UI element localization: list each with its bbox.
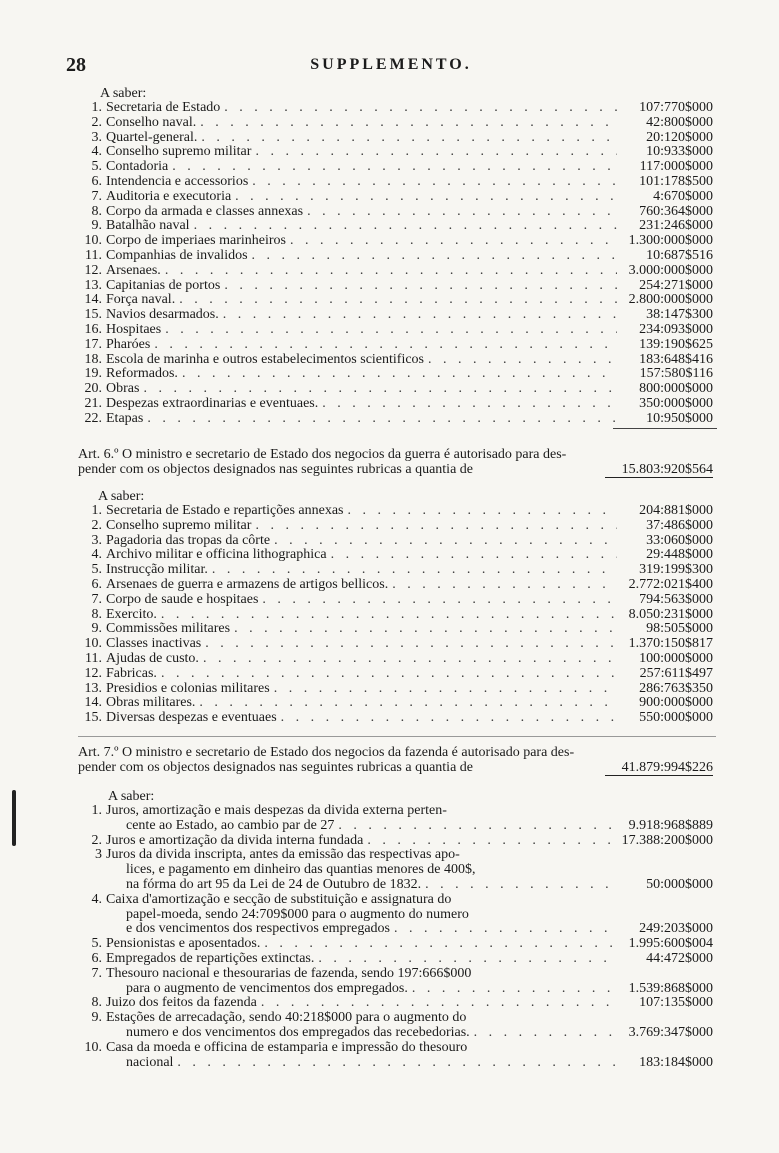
item-label: Diversas despezas e eventuaes — [106, 710, 277, 726]
dot-leader — [143, 412, 617, 427]
item-number: 4. — [91, 144, 102, 160]
dot-leader — [257, 996, 617, 1011]
budget-line-item — [78, 101, 713, 116]
dot-leader — [173, 1056, 617, 1071]
item-number: 6. — [91, 576, 102, 592]
dot-leader — [408, 982, 617, 997]
item-label: Navios desarmados. — [106, 307, 219, 323]
item-amount: 157:580$116 — [639, 366, 713, 382]
item-label: Estações de arrecadação, sendo 40:218$000 para o augmento do — [106, 1010, 467, 1026]
item-amount: 1.995:600$004 — [628, 936, 713, 952]
item-amount: 249:203$000 — [639, 921, 713, 937]
dot-leader — [208, 563, 617, 578]
treasury-budget-section — [78, 789, 713, 1070]
item-label: Companhias de invalidos — [106, 247, 248, 263]
dot-leader — [270, 534, 617, 549]
dot-leader — [230, 622, 617, 637]
article-6-line2: pender com os objectos designados nas seguintes rubricas a quantia de — [78, 462, 474, 477]
item-amount: 760:364$000 — [639, 203, 713, 219]
item-number: 19. — [84, 366, 102, 382]
item-number: 2. — [91, 832, 102, 848]
budget-line-item — [78, 578, 713, 593]
item-amount: 183:648$416 — [639, 351, 713, 367]
item-amount: 33:060$000 — [646, 532, 713, 548]
dot-leader — [196, 116, 617, 131]
dot-leader — [251, 145, 617, 160]
dot-leader — [157, 667, 617, 682]
item-amount: 4:670$000 — [653, 188, 713, 204]
budget-line-item — [78, 563, 713, 578]
dot-leader — [258, 593, 617, 608]
item-number: 9. — [91, 1010, 102, 1026]
budget-line-item — [78, 234, 713, 249]
budget-line-item — [78, 1011, 713, 1041]
item-label: Escola de marinha e outros estabelecimentos scientificos — [106, 351, 425, 367]
item-number: 2. — [91, 114, 102, 130]
budget-line-item — [78, 353, 713, 368]
item-number: 18. — [84, 351, 102, 367]
item-amount: 107:770$000 — [639, 100, 713, 115]
item-label: Contadoria — [106, 159, 169, 175]
item-number: 10. — [84, 636, 102, 652]
item-amount: 10:950$000 — [646, 410, 713, 426]
budget-line-item — [78, 682, 713, 697]
dot-leader — [150, 338, 617, 353]
item-number: 17. — [84, 336, 102, 352]
budget-line-item — [78, 145, 713, 160]
item-number: 14. — [84, 292, 102, 308]
article-6-total: 15.803:920$564 — [605, 462, 713, 478]
item-label: Thesouro nacional e thesourarias de fazenda, sendo 197:666$000 — [106, 965, 472, 981]
item-number: 21. — [84, 395, 102, 411]
item-number: 4. — [91, 547, 102, 563]
item-label-continued: lices, e pagamento em dinheiro das quantias menores de 400$, — [126, 862, 476, 878]
item-number: 22. — [84, 410, 102, 426]
article-7 — [78, 745, 713, 776]
item-label: Juros, amortização e mais despezas da divida externa perten- — [106, 803, 447, 818]
item-number: 12. — [84, 262, 102, 278]
item-amount: 10:933$000 — [646, 144, 713, 160]
item-number: 1. — [91, 100, 102, 115]
item-label: Corpo da armada e classes annexas — [106, 203, 304, 219]
budget-line-item — [78, 116, 713, 131]
dot-leader — [199, 652, 617, 667]
dot-leader — [231, 190, 617, 205]
item-label: Commissões militares — [106, 621, 231, 637]
margin-ink-mark — [12, 790, 16, 846]
item-amount: 107:135$000 — [639, 995, 713, 1011]
item-amount: 98:505$000 — [646, 621, 713, 637]
budget-line-item — [78, 279, 713, 294]
dot-leader — [270, 682, 617, 697]
dot-leader — [390, 922, 617, 937]
item-label: Classes inactivas — [106, 636, 202, 652]
item-amount: 2.772:021$400 — [628, 576, 713, 592]
a-saber-label: A saber: — [108, 789, 155, 804]
item-number: 10. — [84, 233, 102, 249]
item-amount: 800:000$000 — [639, 381, 713, 397]
dot-leader — [139, 382, 617, 397]
item-number: 20. — [84, 381, 102, 397]
item-amount: 231:246$000 — [639, 218, 713, 234]
item-amount: 38:147$300 — [646, 307, 713, 323]
budget-line-item — [78, 397, 713, 412]
budget-line-item — [78, 382, 713, 397]
item-amount: 254:271$000 — [639, 277, 713, 293]
item-label: Hospitaes — [106, 321, 162, 337]
item-amount: 257:611$497 — [639, 665, 713, 681]
item-amount: 101:178$500 — [639, 173, 713, 189]
budget-line-item — [78, 519, 713, 534]
a-saber-label: A saber: — [100, 86, 147, 101]
dot-leader — [334, 819, 617, 834]
dot-leader — [220, 279, 617, 294]
running-title: SUPPLEMENTO. — [310, 56, 472, 73]
dot-leader — [248, 249, 617, 264]
budget-line-item — [78, 848, 713, 892]
item-number: 7. — [91, 188, 102, 204]
budget-line-item — [78, 608, 713, 623]
dot-leader — [195, 696, 617, 711]
dot-leader — [303, 205, 617, 220]
item-label-continued: nacional — [126, 1054, 174, 1070]
dot-leader — [220, 101, 617, 116]
budget-line-item — [78, 412, 713, 427]
budget-line-item — [78, 937, 713, 952]
item-number: 3 — [95, 847, 102, 863]
item-number: 5. — [91, 562, 102, 578]
section-divider — [78, 736, 716, 737]
dot-leader — [161, 264, 617, 279]
dot-leader — [178, 367, 617, 382]
item-amount: 8.050:231$000 — [628, 606, 713, 622]
dot-leader — [157, 608, 617, 623]
budget-line-item — [78, 593, 713, 608]
budget-line-item — [78, 893, 713, 937]
item-amount: 117:000$000 — [639, 159, 713, 175]
item-number: 14. — [84, 695, 102, 711]
item-number: 15. — [84, 710, 102, 726]
budget-line-item — [78, 219, 713, 234]
item-number: 3. — [91, 129, 102, 145]
item-number: 11. — [85, 650, 102, 666]
item-label: Exercito. — [106, 606, 157, 622]
item-label: Capitanias de portos — [106, 277, 221, 293]
item-label-continued: para o augmento de vencimentos dos empregados. — [126, 980, 408, 996]
item-label: Pensionistas e aposentados. — [106, 936, 261, 952]
item-number: 3. — [91, 532, 102, 548]
item-amount: 2.800:000$000 — [628, 292, 713, 308]
item-label: Despezas extraordinarias e eventuaes. — [106, 395, 319, 411]
item-amount: 183:184$000 — [639, 1054, 713, 1070]
item-amount: 139:190$625 — [639, 336, 713, 352]
item-label: Conselho supremo militar — [106, 144, 252, 160]
item-number: 8. — [91, 995, 102, 1011]
item-number: 6. — [91, 950, 102, 966]
item-number: 5. — [91, 159, 102, 175]
item-label-continued: na fórma do art 95 da Lei de 24 de Outubro de 1832. — [126, 876, 422, 892]
item-amount: 350:000$000 — [639, 395, 713, 411]
item-amount: 44:472$000 — [646, 950, 713, 966]
dot-leader — [318, 397, 617, 412]
dot-leader — [421, 878, 617, 893]
item-label: Archivo militar e officina lithographica — [106, 547, 327, 563]
budget-line-item — [78, 504, 713, 519]
page-number: 28 — [66, 54, 86, 76]
item-amount: 17.388:200$000 — [621, 832, 713, 848]
item-amount: 3.000:000$000 — [628, 262, 713, 278]
budget-line-item — [78, 131, 713, 146]
item-number: 2. — [91, 517, 102, 533]
dot-leader — [161, 323, 617, 338]
item-number: 9. — [91, 218, 102, 234]
a-saber-label: A saber: — [98, 489, 145, 504]
item-label-continued: papel-moeda, sendo 24:709$000 para o augmento do numero — [126, 906, 469, 922]
budget-line-item — [78, 834, 713, 849]
budget-line-item — [78, 804, 713, 834]
budget-line-item — [78, 293, 713, 308]
dot-leader — [168, 160, 617, 175]
article-6-line1: Art. 6.º O ministro e secretario de Estado dos negocios da guerra é autorisado para des- — [78, 447, 567, 462]
item-label: Conselho naval. — [106, 114, 197, 130]
item-amount: 20:120$000 — [646, 129, 713, 145]
article-7-total: 41.879:994$226 — [605, 760, 713, 776]
item-number: 5. — [91, 936, 102, 952]
item-amount: 42:800$000 — [646, 114, 713, 130]
item-label: Fabricas. — [106, 665, 157, 681]
item-number: 8. — [91, 203, 102, 219]
item-label: Caixa d'amortização e secção de substituição e assignatura do — [106, 891, 452, 907]
budget-line-item — [78, 652, 713, 667]
dot-leader — [260, 937, 617, 952]
dot-leader — [175, 293, 617, 308]
item-number: 4. — [91, 891, 102, 907]
item-label: Ajudas de custo. — [106, 650, 199, 666]
budget-line-item — [78, 967, 713, 997]
item-label: Presidios e colonias militares — [106, 680, 270, 696]
dot-leader — [190, 219, 617, 234]
dot-leader — [277, 711, 617, 726]
budget-line-item — [78, 534, 713, 549]
budget-line-item — [78, 323, 713, 338]
budget-line-item — [78, 338, 713, 353]
article-7-line2: pender com os objectos designados nas seguintes rubricas a quantia de — [78, 760, 474, 775]
budget-line-item — [78, 367, 713, 382]
item-number: 10. — [84, 1039, 102, 1055]
budget-line-item — [78, 190, 713, 205]
item-label: Instrucção militar. — [106, 562, 208, 578]
budget-line-item — [78, 175, 713, 190]
budget-line-item — [78, 696, 713, 711]
item-amount: 1.539:868$000 — [628, 980, 713, 996]
dot-leader — [248, 175, 617, 190]
item-number: 1. — [91, 503, 102, 518]
dot-leader — [344, 504, 618, 519]
dot-leader — [197, 131, 617, 146]
dot-leader — [201, 637, 617, 652]
budget-line-item — [78, 952, 713, 967]
budget-line-item — [78, 249, 713, 264]
dot-leader — [470, 1026, 617, 1041]
item-amount: 900:000$000 — [639, 695, 713, 711]
item-label: Juros da divida inscripta, antes da emissão das respectivas apo- — [106, 847, 460, 863]
budget-line-item — [78, 996, 713, 1011]
budget-line-item — [78, 308, 713, 323]
item-amount: 204:881$000 — [639, 503, 713, 518]
total-rule — [613, 428, 717, 429]
item-number: 13. — [84, 277, 102, 293]
item-label: Conselho supremo militar — [106, 517, 252, 533]
item-number: 6. — [91, 173, 102, 189]
item-label-continued: cente ao Estado, ao cambio par de 27 — [126, 817, 335, 833]
dot-leader — [251, 519, 617, 534]
item-number: 13. — [84, 680, 102, 696]
item-label: Pagadoria das tropas da côrte — [106, 532, 271, 548]
item-number: 1. — [91, 803, 102, 818]
budget-line-item — [78, 264, 713, 279]
item-label: Força naval. — [106, 292, 176, 308]
item-label: Batalhão naval — [106, 218, 190, 234]
item-label: Juizo dos feitos da fazenda — [106, 995, 257, 1011]
item-amount: 10:687$516 — [646, 247, 713, 263]
item-number: 15. — [84, 307, 102, 323]
item-label: Obras militares. — [106, 695, 196, 711]
article-6 — [78, 447, 713, 478]
item-label: Empregados de repartições extinctas. — [106, 950, 315, 966]
dot-leader — [286, 234, 617, 249]
item-amount: 3.769:347$000 — [628, 1024, 713, 1040]
item-label: Corpo de saude e hospitaes — [106, 591, 259, 607]
dot-leader — [388, 578, 617, 593]
budget-line-item — [78, 711, 713, 726]
item-label: Intendencia e accessorios — [106, 173, 249, 189]
item-label: Secretaria de Estado — [106, 100, 221, 115]
item-number: 11. — [85, 247, 102, 263]
item-number: 9. — [91, 621, 102, 637]
budget-line-item — [78, 205, 713, 220]
item-amount: 50:000$000 — [646, 876, 713, 892]
page-header — [66, 54, 716, 78]
item-amount: 1.300:000$000 — [628, 233, 713, 249]
budget-line-item — [78, 667, 713, 682]
item-amount: 100:000$000 — [639, 650, 713, 666]
item-amount: 794:563$000 — [639, 591, 713, 607]
item-amount: 286:763$350 — [639, 680, 713, 696]
item-label: Reformados. — [106, 366, 178, 382]
item-amount: 1.370:150$817 — [628, 636, 713, 652]
dot-leader — [363, 834, 617, 849]
budget-line-item — [78, 637, 713, 652]
item-label: Corpo de imperiaes marinheiros — [106, 233, 287, 249]
war-budget-section — [78, 489, 713, 726]
item-label-continued: e dos vencimentos dos respectivos empregados — [126, 921, 390, 937]
dot-leader — [219, 308, 617, 323]
item-label: Obras — [106, 381, 140, 397]
item-number: 16. — [84, 321, 102, 337]
budget-line-item — [78, 1041, 713, 1071]
item-label: Quartel-general. — [106, 129, 198, 145]
item-amount: 29:448$000 — [646, 547, 713, 563]
item-label: Pharóes — [106, 336, 151, 352]
item-label: Etapas — [106, 410, 144, 426]
budget-line-item — [78, 160, 713, 175]
item-label: Juros e amortização da divida interna fundada — [106, 832, 364, 848]
item-number: 7. — [91, 591, 102, 607]
budget-line-item — [78, 622, 713, 637]
item-number: 12. — [84, 665, 102, 681]
dot-leader — [314, 952, 617, 967]
item-number: 8. — [91, 606, 102, 622]
item-label: Arsenaes. — [106, 262, 161, 278]
navy-budget-section — [78, 86, 713, 427]
item-amount: 9.918:968$889 — [628, 817, 713, 833]
item-amount: 550:000$000 — [639, 710, 713, 726]
item-label: Arsenaes de guerra e armazens de artigos bellicos. — [106, 576, 389, 592]
item-amount: 37:486$000 — [646, 517, 713, 533]
budget-line-item — [78, 548, 713, 563]
dot-leader — [424, 353, 617, 368]
item-label-continued: numero e dos vencimentos dos empregados das recebedorias. — [126, 1024, 470, 1040]
dot-leader — [327, 548, 617, 563]
item-number: 7. — [91, 965, 102, 981]
item-amount: 234:093$000 — [639, 321, 713, 337]
article-7-line1: Art. 7.º O ministro e secretario de Estado dos negocios da fazenda é autorisado para des- — [78, 745, 575, 760]
item-label: Casa da moeda e officina de estamparia e impressão do thesouro — [106, 1039, 468, 1055]
item-label: Auditoria e executoria — [106, 188, 232, 204]
item-label: Secretaria de Estado e repartições annexas — [106, 503, 344, 518]
item-amount: 319:199$300 — [639, 562, 713, 578]
